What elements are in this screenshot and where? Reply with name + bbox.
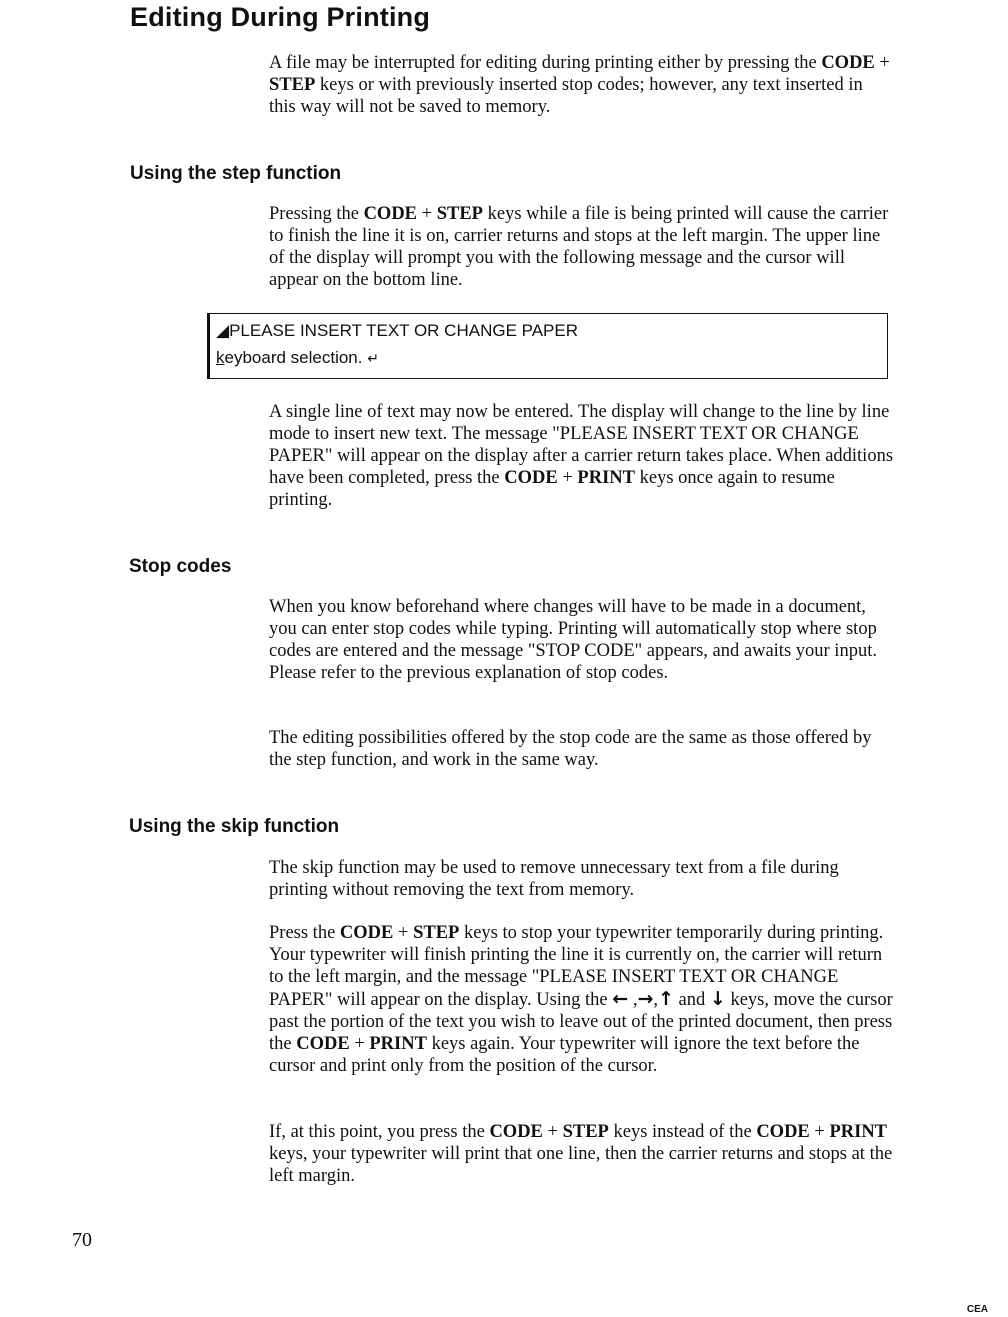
heading-skip-function: Using the skip function (129, 816, 340, 837)
step-paragraph-1: Pressing the CODE + STEP keys while a file is being printed will cause the carrier to finish the line it is on, carrier returns and stops at the left margin. The upper line of the display will prompt you with the following message and the cursor will appear on the bottom line. (269, 204, 889, 290)
print-key: PRINT (829, 1122, 888, 1142)
skip-paragraph-1: The skip function may be used to remove unnecessary text from a file during printing without removing the text from memory. (269, 858, 839, 900)
page-number: 70 (72, 1229, 92, 1251)
stop-paragraph-2: The editing possibilities offered by the stop code are the same as those offered by the step function, and work in the same way. (269, 728, 872, 770)
print-key: PRINT (577, 468, 635, 488)
display-triangle-icon: ◢ (216, 321, 230, 341)
code-key: CODE (821, 53, 875, 73)
print-key: PRINT (369, 1034, 427, 1054)
arrow-down-icon: ↓ (709, 988, 726, 1010)
footer-mark: CEA (966, 1304, 988, 1315)
display-line-2: keyboard selection. ↵ (216, 348, 379, 367)
arrow-up-icon: ↑ (658, 988, 674, 1010)
step-key: STEP (562, 1122, 609, 1142)
display-message-box (207, 313, 888, 379)
code-key: CODE (296, 1034, 350, 1054)
page-title: Editing During Printing (130, 2, 431, 32)
arrow-left-icon: ← (612, 988, 629, 1010)
arrow-right-icon: → (637, 988, 654, 1010)
code-key: CODE (339, 923, 394, 943)
step-paragraph-2: A single line of text may now be entered. The display will change to the line by line mode to insert new text. The message "PLEASE INSERT TEXT OR CHANGE PAPER" will appear on the display after a carrier return takes place. When additions have been completed, press the CODE + PRINT keys once again to resume printing. (269, 402, 894, 510)
code-key: CODE (504, 468, 558, 488)
stop-paragraph-1: When you know beforehand where changes will have to be made in a document, you can enter stop codes while typing. Printing will automatically stop where stop codes are entered and the message "STOP CODE" appears, and awaits your input. Please refer to the previous explanation of stop codes. (269, 597, 877, 683)
step-key: STEP (436, 204, 483, 224)
intro-paragraph: A file may be interrupted for editing during printing either by pressing the CODE + STEP keys or with previously inserted stop codes; however, any text inserted in this way will not be saved to memory. (269, 53, 890, 117)
cursor-char: k (216, 348, 225, 367)
skip-paragraph-3: If, at this point, you press the CODE + STEP keys instead of the CODE + PRINT keys, your typewriter will print that one line, then the carrier returns and stops at the left margin. (269, 1122, 893, 1186)
return-icon: ↵ (367, 351, 379, 367)
skip-paragraph-2: Press the CODE + STEP keys to stop your typewriter temporarily during printing. Your typewriter will finish printing the line it is currently on, the carrier will return to the left margin, and the message "PLEASE INSERT TEXT OR CHANGE PAPER" will appear on the display. Using the ← ,→,↑ and ↓ keys, move the cursor past the portion of the text you wish to leave out of the printed document, then press the CODE + PRINT keys again. Your typewriter will ignore the text before the cursor and print only from the position of the cursor. (269, 923, 893, 1076)
step-key: STEP (413, 923, 460, 943)
step-key: STEP (269, 75, 316, 95)
code-key: CODE (363, 204, 418, 224)
heading-step-function: Using the step function (130, 163, 342, 184)
code-key: CODE (489, 1122, 543, 1142)
code-key: CODE (756, 1122, 810, 1142)
display-line-1: ◢PLEASE INSERT TEXT OR CHANGE PAPER (216, 321, 579, 341)
heading-stop-codes: Stop codes (129, 556, 232, 577)
